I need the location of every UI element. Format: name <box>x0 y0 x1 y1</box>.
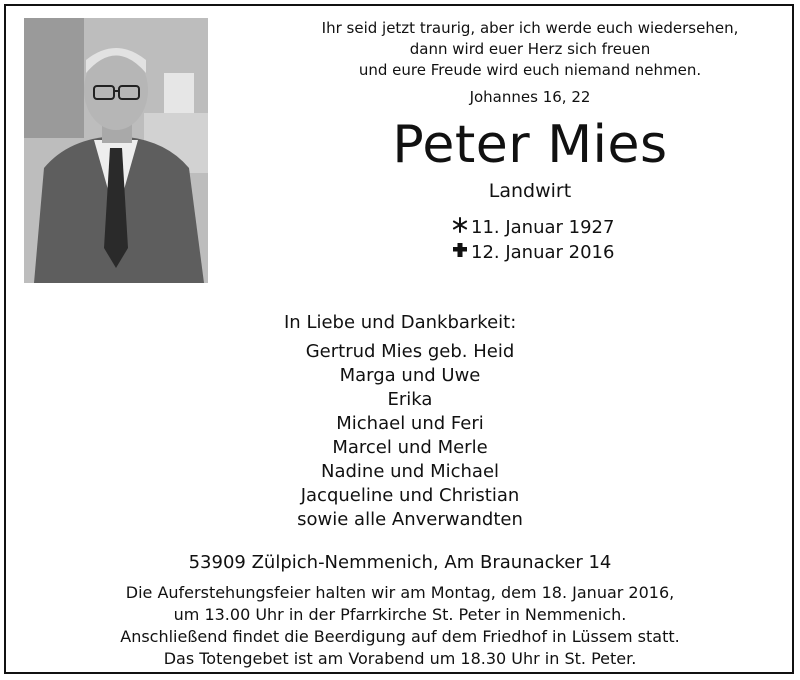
service-line: Anschließend findet die Beerdigung auf dem Friedhof in Lüssem statt. <box>120 627 680 646</box>
life-dates <box>452 215 614 265</box>
deceased-occupation: Landwirt <box>488 180 572 202</box>
death-date: 12. Januar 2016 <box>471 242 615 263</box>
death-cross-icon <box>452 240 468 265</box>
quote-line: Ihr seid jetzt traurig, aber ich werde euch wiedersehen, <box>321 19 739 37</box>
list-item: Nadine und Michael <box>320 461 500 482</box>
list-item: sowie alle Anverwandten <box>297 509 523 530</box>
list-item: Jacqueline und Christian <box>300 485 520 506</box>
birth-star-icon <box>452 215 468 240</box>
service-line: Die Auferstehungsfeier halten wir am Montag, dem 18. Januar 2016, <box>125 583 675 602</box>
list-item: Gertrud Mies geb. Heid <box>305 341 515 362</box>
portrait-photo <box>24 18 208 283</box>
dedication: In Liebe und Dankbarkeit: <box>284 312 517 333</box>
quote-line: dann wird euer Herz sich freuen <box>409 40 651 58</box>
birth-date: 11. Januar 1927 <box>471 217 615 238</box>
service-line: Das Totengebet ist am Vorabend um 18.30 Uhr in St. Peter. <box>163 649 637 668</box>
quote-reference: Johannes 16, 22 <box>469 88 591 106</box>
birth-date-row <box>452 215 614 240</box>
list-item: Michael und Feri <box>336 413 484 434</box>
list-item: Marga und Uwe <box>339 365 481 386</box>
list-item: Erika <box>387 389 433 410</box>
deceased-name: Peter Mies <box>392 115 668 175</box>
service-details <box>80 582 720 670</box>
list-item: Marcel und Merle <box>332 437 488 458</box>
quote-line: und eure Freude wird euch niemand nehmen. <box>358 61 702 79</box>
bible-quote <box>300 18 760 81</box>
mourner-list <box>260 340 560 532</box>
service-line: um 13.00 Uhr in der Pfarrkirche St. Peter in Nemmenich. <box>173 605 627 624</box>
death-date-row <box>452 240 614 265</box>
family-address: 53909 Zülpich-Nemmenich, Am Braunacker 14 <box>188 552 612 573</box>
